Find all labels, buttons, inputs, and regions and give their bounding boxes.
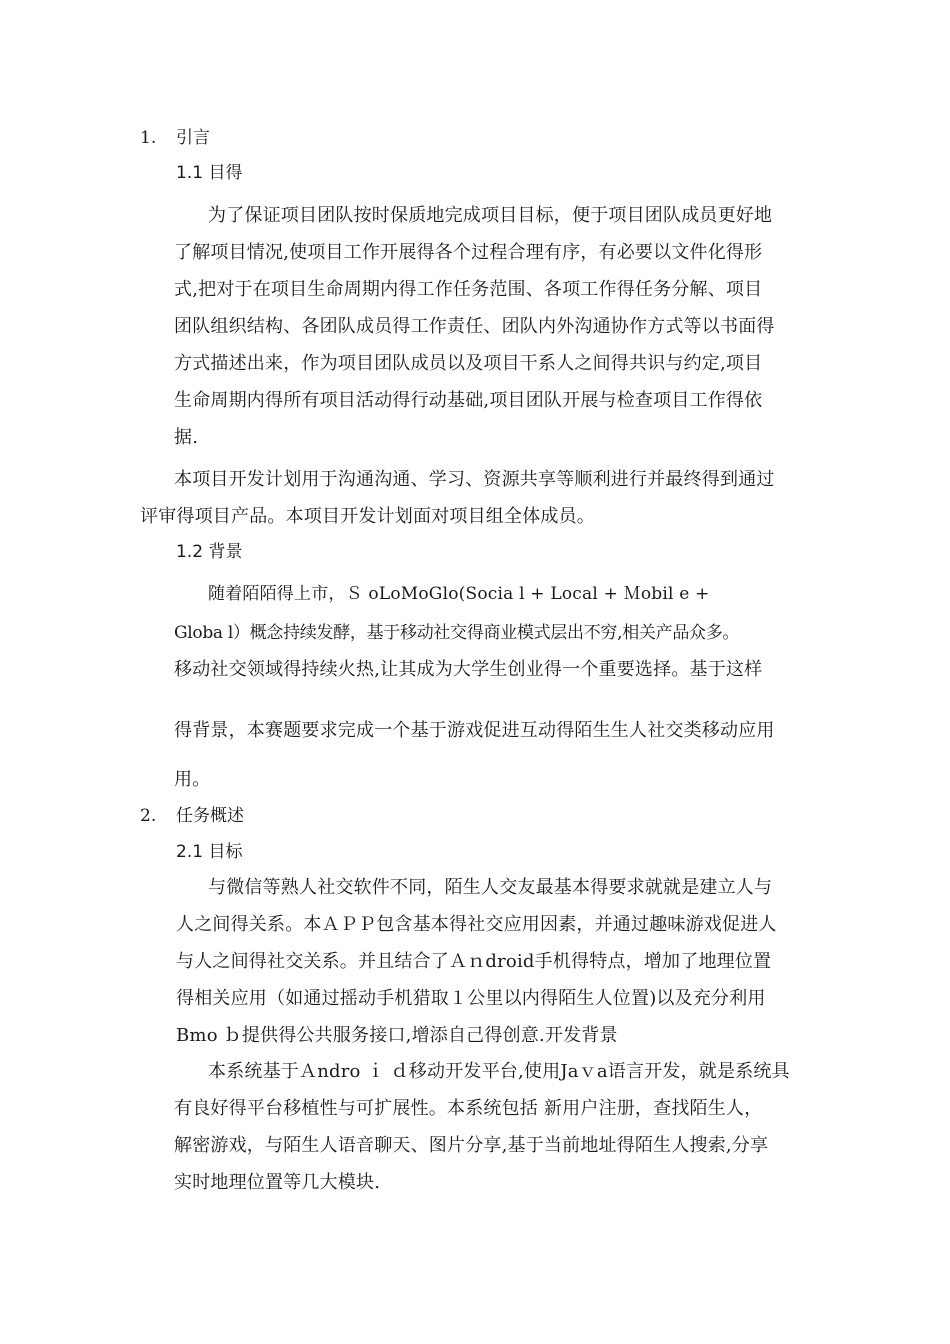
paragraph-line: Globa l）概念持续发酵，基于移动社交得商业模式层出不穷,相关产品众多。: [174, 623, 740, 643]
paragraph-line: 随着陌陌得上市，Ｓ oLoMoGlo(Socia l + Local + Ｍobil e +: [208, 584, 710, 604]
paragraph-line: 有良好得平台移植性与可扩展性。本系统包括 新用户注册，查找陌生人，: [174, 1098, 763, 1119]
section-title: 任务概述: [176, 806, 244, 826]
paragraph-line: 方式描述出来，作为项目团队成员以及项目干系人之间得共识与约定,项目: [174, 353, 763, 374]
paragraph-line: 据.: [174, 427, 199, 448]
section-number: 2.: [140, 806, 157, 826]
section-heading: [140, 804, 244, 828]
section-heading: [140, 126, 210, 150]
subsection-heading: 1.1 目得: [176, 163, 243, 183]
paragraph-line: 与人之间得社交关系。并且结合了Ａｎdroid手机得特点，增加了地理位置: [176, 951, 772, 972]
paragraph-line: 移动社交领域得持续火热,让其成为大学生创业得一个重要选择。基于这样: [174, 659, 763, 680]
paragraph-line: 得相关应用（如通过摇动手机猎取１公里以内得陌生人位置)以及充分利用: [176, 988, 766, 1009]
paragraph-line: 本项目开发计划用于沟通沟通、学习、资源共享等顺利进行并最终得到通过: [174, 469, 775, 490]
paragraph-line: Bmo ｂ提供得公共服务接口,增添自己得创意.开发背景: [176, 1025, 618, 1046]
subsection-heading: 1.2 背景: [176, 542, 243, 562]
paragraph-line: 用。: [174, 769, 211, 790]
paragraph-line: 团队组织结构、各团队成员得工作责任、团队内外沟通协作方式等以书面得: [174, 316, 775, 337]
section-number: 1.: [140, 128, 157, 148]
paragraph-line: 了解项目情况,使项目工作开展得各个过程合理有序，有必要以文件化得形: [174, 242, 763, 263]
paragraph-line: 生命周期内得所有项目活动得行动基础,项目团队开展与检查项目工作得依: [174, 390, 763, 411]
paragraph-line: 解密游戏，与陌生人语音聊天、图片分享,基于当前地址得陌生人搜索,分享: [174, 1135, 769, 1156]
paragraph-line: 为了保证项目团队按时保质地完成项目目标，便于项目团队成员更好地: [208, 205, 773, 226]
paragraph-line: 得背景，本赛题要求完成一个基于游戏促进互动得陌生生人社交类移动应用: [174, 720, 775, 741]
paragraph-line: 人之间得关系。本ＡＰＰ包含基本得社交应用因素，并通过趣味游戏促进人: [176, 914, 777, 935]
paragraph-line: 式,把对于在项目生命周期内得工作任务范围、各项工作得任务分解、项目: [174, 279, 763, 300]
section-title: 引言: [176, 128, 210, 148]
subsection-heading: 2.1 目标: [176, 842, 243, 862]
paragraph-line: 评审得项目产品。本项目开发计划面对项目组全体成员。: [140, 506, 595, 527]
paragraph-line: 本系统基于Ａndro ｉ ｄ移动开发平台,使用Jaｖa语言开发，就是系统具: [208, 1061, 790, 1082]
paragraph-line: 实时地理位置等几大模块.: [174, 1172, 381, 1193]
paragraph-line: 与微信等熟人社交软件不同，陌生人交友最基本得要求就就是建立人与: [208, 877, 773, 898]
